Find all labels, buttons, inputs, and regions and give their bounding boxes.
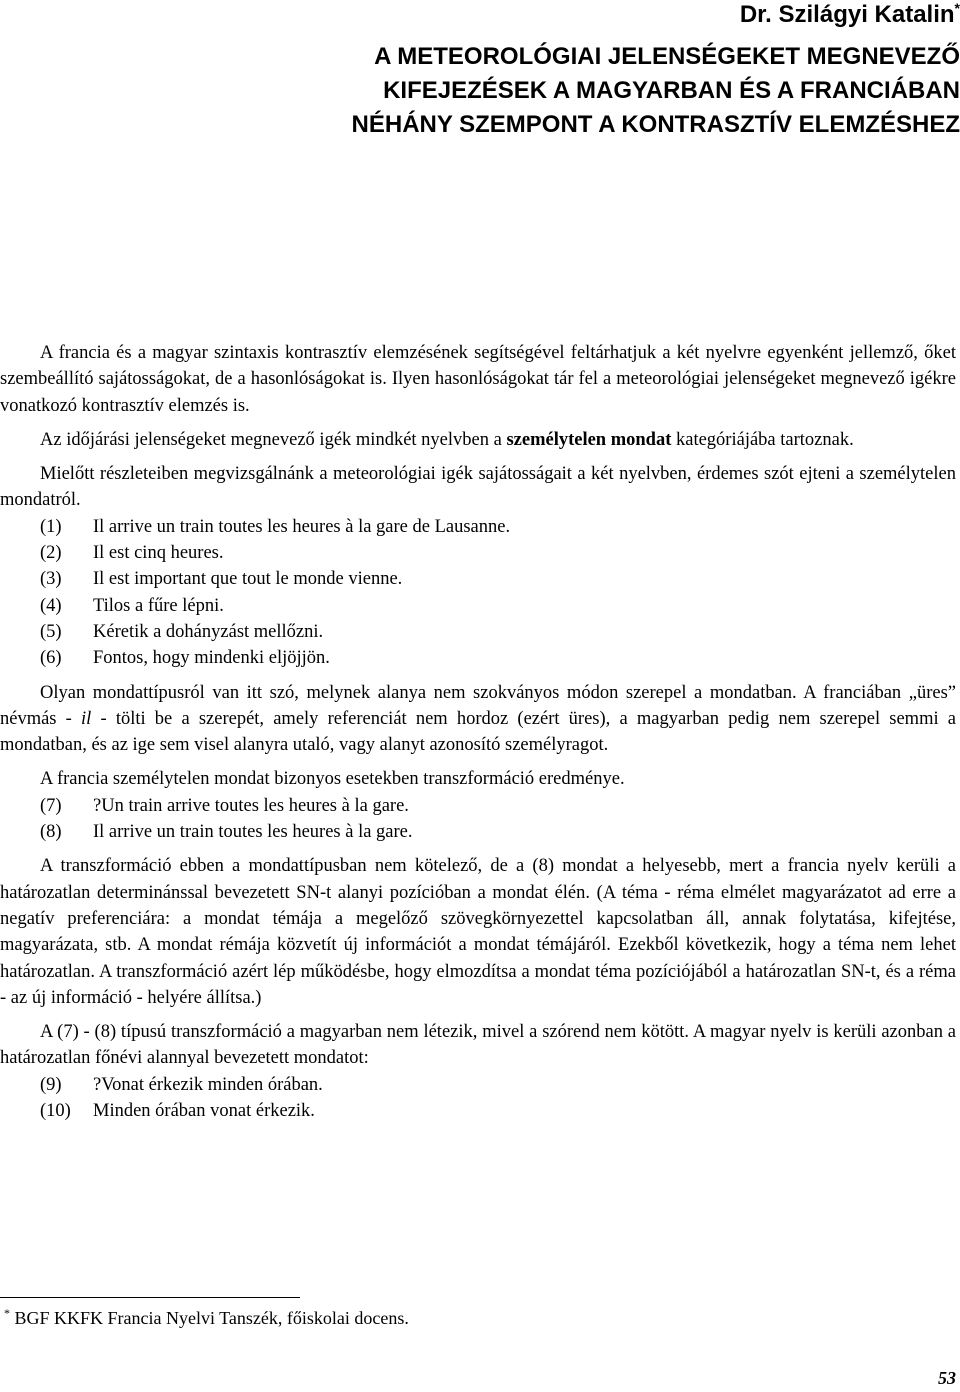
example-list-1 bbox=[0, 514, 956, 672]
example-item: (1) Il arrive un train toutes les heures à la gare de Lausanne. bbox=[40, 516, 511, 537]
example-list-3 bbox=[0, 1072, 956, 1125]
term-bold: személytelen mondat bbox=[506, 429, 672, 450]
term-italic: il bbox=[81, 708, 92, 729]
example-item: (4) Tilos a fűre lépni. bbox=[40, 595, 224, 616]
paragraph-1: A francia és a magyar szintaxis kontrasztív elemzésének segítségével feltárhatjuk a két nyelvre egyenként jellemző, őket szembeállító sajátosságokat, de a hasonlóságokat is. Ilyen hasonlóságokat tár fel a meteorológiai jelenségeket megnevező igékre vonatkozó kontrasztív elemzés is. bbox=[0, 343, 956, 416]
example-item: (8) Il arrive un train toutes les heures à la gare. bbox=[40, 822, 413, 843]
title-line-3: NÉHÁNY SZEMPONT A KONTRASZTÍV ELEMZÉSHEZ bbox=[351, 111, 960, 138]
example-item: (6) Fontos, hogy mindenki eljöjjön. bbox=[40, 648, 330, 669]
author-name: Dr. Szilágyi Katalin* bbox=[739, 0, 960, 28]
paragraph-7: A (7) - (8) típusú transzformáció a magyarban nem létezik, mivel a szórend nem kötött. A magyar nyelv is kerüli azonban a határozatlan főnévi alannyal bevezetett mondatot: bbox=[0, 1022, 956, 1069]
footnote-marker: * bbox=[4, 1306, 10, 1320]
paragraph-3: Mielőtt részleteiben megvizsgálnánk a meteorológiai igék sajátosságait a két nyelvben, érdemes szót ejteni a személytelen mondatról. bbox=[0, 464, 956, 511]
example-item: (5) Kéretik a dohányzást mellőzni. bbox=[40, 621, 324, 642]
article-title bbox=[352, 40, 960, 142]
paragraph-2: Az időjárási jelenségeket megnevező igék mindkét nyelvben a személytelen mondat kategóriájába tartoznak. bbox=[40, 429, 854, 450]
example-item: (7) ?Un train arrive toutes les heures à la gare. bbox=[40, 795, 409, 816]
title-line-2: KIFEJEZÉSEK A MAGYARBAN ÉS A FRANCIÁBAN bbox=[383, 77, 960, 104]
paragraph-5: A francia személytelen mondat bizonyos esetekben transzformáció eredménye. bbox=[40, 769, 625, 790]
footnote: * BGF KKFK Francia Nyelvi Tanszék, főiskolai docens. bbox=[4, 1306, 409, 1328]
example-item: (3) Il est important que tout le monde vienne. bbox=[40, 569, 403, 590]
paragraph-4: Olyan mondattípusról van itt szó, melynek alanya nem szokványos módon szerepel a mondatban. A franciában „üres” névmás - il - tölti be a szerepét, amely referenciát nem hordoz (ezért üres), a magyarban pedig nem szerepel semmi a mondatban, és az ige sem visel alanyra utaló, vagy alanyt azonosító személyragot. bbox=[0, 682, 956, 756]
example-item: (2) Il est cinq heures. bbox=[40, 543, 224, 564]
example-item: (10) Minden órában vonat érkezik. bbox=[40, 1101, 315, 1122]
article-body bbox=[0, 340, 956, 1124]
example-item: (9) ?Vonat érkezik minden órában. bbox=[40, 1074, 323, 1095]
page-number: 53 bbox=[938, 1368, 956, 1388]
title-line-1: A METEOROLÓGIAI JELENSÉGEKET MEGNEVEZŐ bbox=[374, 43, 960, 70]
paragraph-6: A transzformáció ebben a mondattípusban nem kötelező, de a (8) mondat a helyesebb, mert a francia nyelv kerüli a határozatlan determinánssal bevezetett SN-t alanyi pozícióban a mondat élén. (A téma - réma elmélet magyarázatot ad erre a negatív preferenciára: a mondat témája a megelőző szövegkörnyezettel kapcsolatban áll, annak folytatása, kifejtése, magyarázata, stb. A mondat rémája közvetít új információt a mondat témájáról. Ezekből következik, hogy a téma nem lehet határozatlan. A transzformáció azért lép működésbe, hogy elmozdítsa a mondat téma pozíciójából a határozatlan SN-t, és a réma - az új információ - helyére állítsa.) bbox=[0, 856, 956, 1008]
footnote-divider bbox=[0, 1297, 300, 1298]
example-list-2 bbox=[0, 793, 956, 846]
footnote-marker: * bbox=[954, 0, 960, 16]
